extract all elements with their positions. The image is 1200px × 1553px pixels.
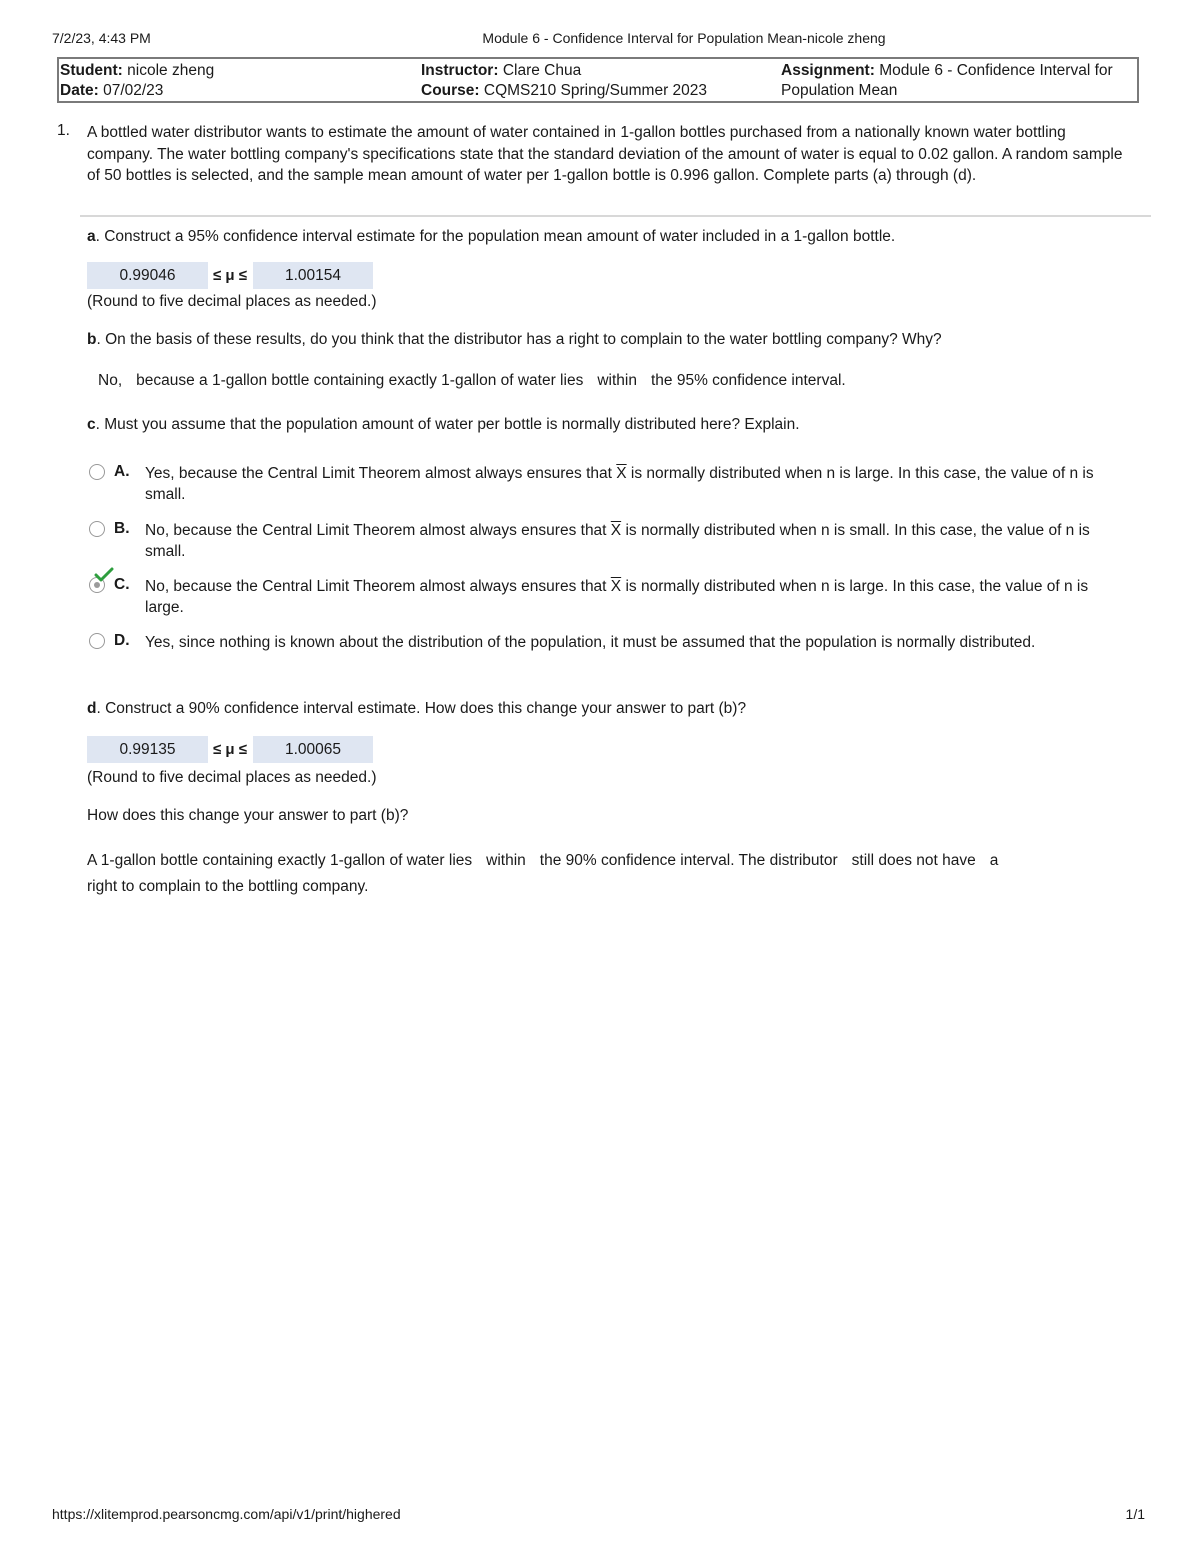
option-a-text: Yes, because the Central Limit Theorem almost always ensures that $\overline{X}$ is normally distributed when n is large. In this case, the value of n is small. bbox=[145, 465, 1094, 503]
option-c-text: No, because the Central Limit Theorem almost always ensures that $\overline{X}$ is normally distributed when n is large. In this case, the value of n is large. bbox=[145, 578, 1089, 616]
checkmark-icon bbox=[94, 567, 114, 583]
option-d-text: Yes, since nothing is known about the distribution of the population, it must be assumed that the population is normally distributed. bbox=[145, 634, 1036, 651]
student-name: nicole zheng bbox=[127, 62, 215, 79]
part-b-dropdown-2[interactable]: within bbox=[597, 372, 637, 389]
option-d-letter: D. bbox=[114, 632, 130, 649]
part-d-upper-answer[interactable]: 1.00065 bbox=[253, 736, 373, 763]
part-a-upper-answer[interactable]: 1.00154 bbox=[253, 262, 373, 289]
part-b-reason: because a 1-gallon bottle containing exactly 1-gallon of water lies bbox=[136, 372, 584, 389]
course-value: CQMS210 Spring/Summer 2023 bbox=[483, 82, 708, 99]
option-b-text: No, because the Central Limit Theorem almost always ensures that $\overline{X}$ is normally distributed when n is small. In this case, the value of n is small. bbox=[145, 522, 1090, 560]
instructor-label: Instructor: bbox=[421, 62, 499, 79]
part-d-lower-answer[interactable]: 0.99135 bbox=[87, 736, 208, 763]
footer-url: https://xlitemprod.pearsoncmg.com/api/v1/print/highered bbox=[52, 1506, 401, 1522]
student-info bbox=[60, 61, 214, 101]
part-c-prompt: c. Must you assume that the population amount of water per bottle is normally distributed here? Explain. bbox=[87, 416, 800, 433]
part-a-lower-answer[interactable]: 0.99046 bbox=[87, 262, 208, 289]
instructor-info bbox=[421, 61, 707, 101]
assignment-info-box bbox=[57, 57, 1139, 103]
part-b-tail: the 95% confidence interval. bbox=[650, 372, 846, 389]
option-a-letter: A. bbox=[114, 463, 130, 480]
option-b-radio[interactable] bbox=[89, 521, 105, 537]
part-b-prompt: b. On the basis of these results, do you think that the distributor has a right to complain to the water bottling company? Why? bbox=[87, 331, 942, 348]
option-b[interactable] bbox=[87, 517, 1127, 561]
part-a-prompt: a. Construct a 95% confidence interval estimate for the population mean amount of water included in a 1-gallon bottle. bbox=[87, 228, 896, 245]
date-value: 07/02/23 bbox=[103, 82, 164, 99]
option-d[interactable] bbox=[87, 629, 1127, 673]
print-datetime: 7/2/23, 4:43 PM bbox=[52, 30, 151, 46]
part-d-dropdown-1[interactable]: within bbox=[486, 852, 526, 869]
mu-inequality: ≤ μ ≤ bbox=[213, 741, 247, 758]
divider bbox=[80, 215, 1151, 217]
part-b-dropdown-1[interactable]: No, bbox=[98, 372, 123, 389]
question-text: A bottled water distributor wants to estimate the amount of water contained in 1-gallon bottles purchased from a nationally known water bottling company. The water bottling company's specifications state that the standard deviation of the amount of water is equal to 0.02 gallon. A random sample of 50 bottles is selected, and the sample mean amount of water per 1-gallon bottle is 0.996 gallon. Complete parts (a) through (d). bbox=[87, 124, 1123, 184]
part-d-answer: A 1-gallon bottle containing exactly 1-gallon of water lies within the 90% confidence interval. The distributor still does not have a right to complain to the bottling company. bbox=[87, 852, 999, 895]
page-title: Module 6 - Confidence Interval for Population Mean-nicole zheng bbox=[482, 30, 886, 46]
option-b-letter: B. bbox=[114, 520, 130, 537]
mu-inequality: ≤ μ ≤ bbox=[213, 267, 247, 284]
course-label: Course: bbox=[421, 82, 480, 99]
question-number: 1. bbox=[57, 122, 70, 139]
part-d-prompt: d. Construct a 90% confidence interval estimate. How does this change your answer to part (b)? bbox=[87, 700, 747, 717]
part-b-answer bbox=[98, 370, 846, 391]
option-c[interactable] bbox=[87, 573, 1127, 617]
student-label: Student: bbox=[60, 62, 123, 79]
option-a[interactable] bbox=[87, 460, 1127, 504]
option-a-radio[interactable] bbox=[89, 464, 105, 480]
assignment-info bbox=[781, 61, 1131, 101]
assignment-value: Module 6 - Confidence Interval for Population Mean bbox=[781, 62, 1113, 99]
page-number: 1/1 bbox=[1125, 1506, 1145, 1522]
assignment-label: Assignment: bbox=[781, 62, 875, 79]
part-d-dropdown-3[interactable]: a bbox=[989, 852, 999, 869]
part-d-dropdown-2[interactable]: still does not have bbox=[851, 852, 976, 869]
part-d-followup: How does this change your answer to part (b)? bbox=[87, 807, 409, 824]
date-label: Date: bbox=[60, 82, 99, 99]
part-a-round-note: (Round to five decimal places as needed.) bbox=[87, 293, 377, 310]
option-c-letter: C. bbox=[114, 576, 130, 593]
instructor-name: Clare Chua bbox=[502, 62, 582, 79]
part-d-round-note: (Round to five decimal places as needed.) bbox=[87, 769, 377, 786]
option-d-radio[interactable] bbox=[89, 633, 105, 649]
